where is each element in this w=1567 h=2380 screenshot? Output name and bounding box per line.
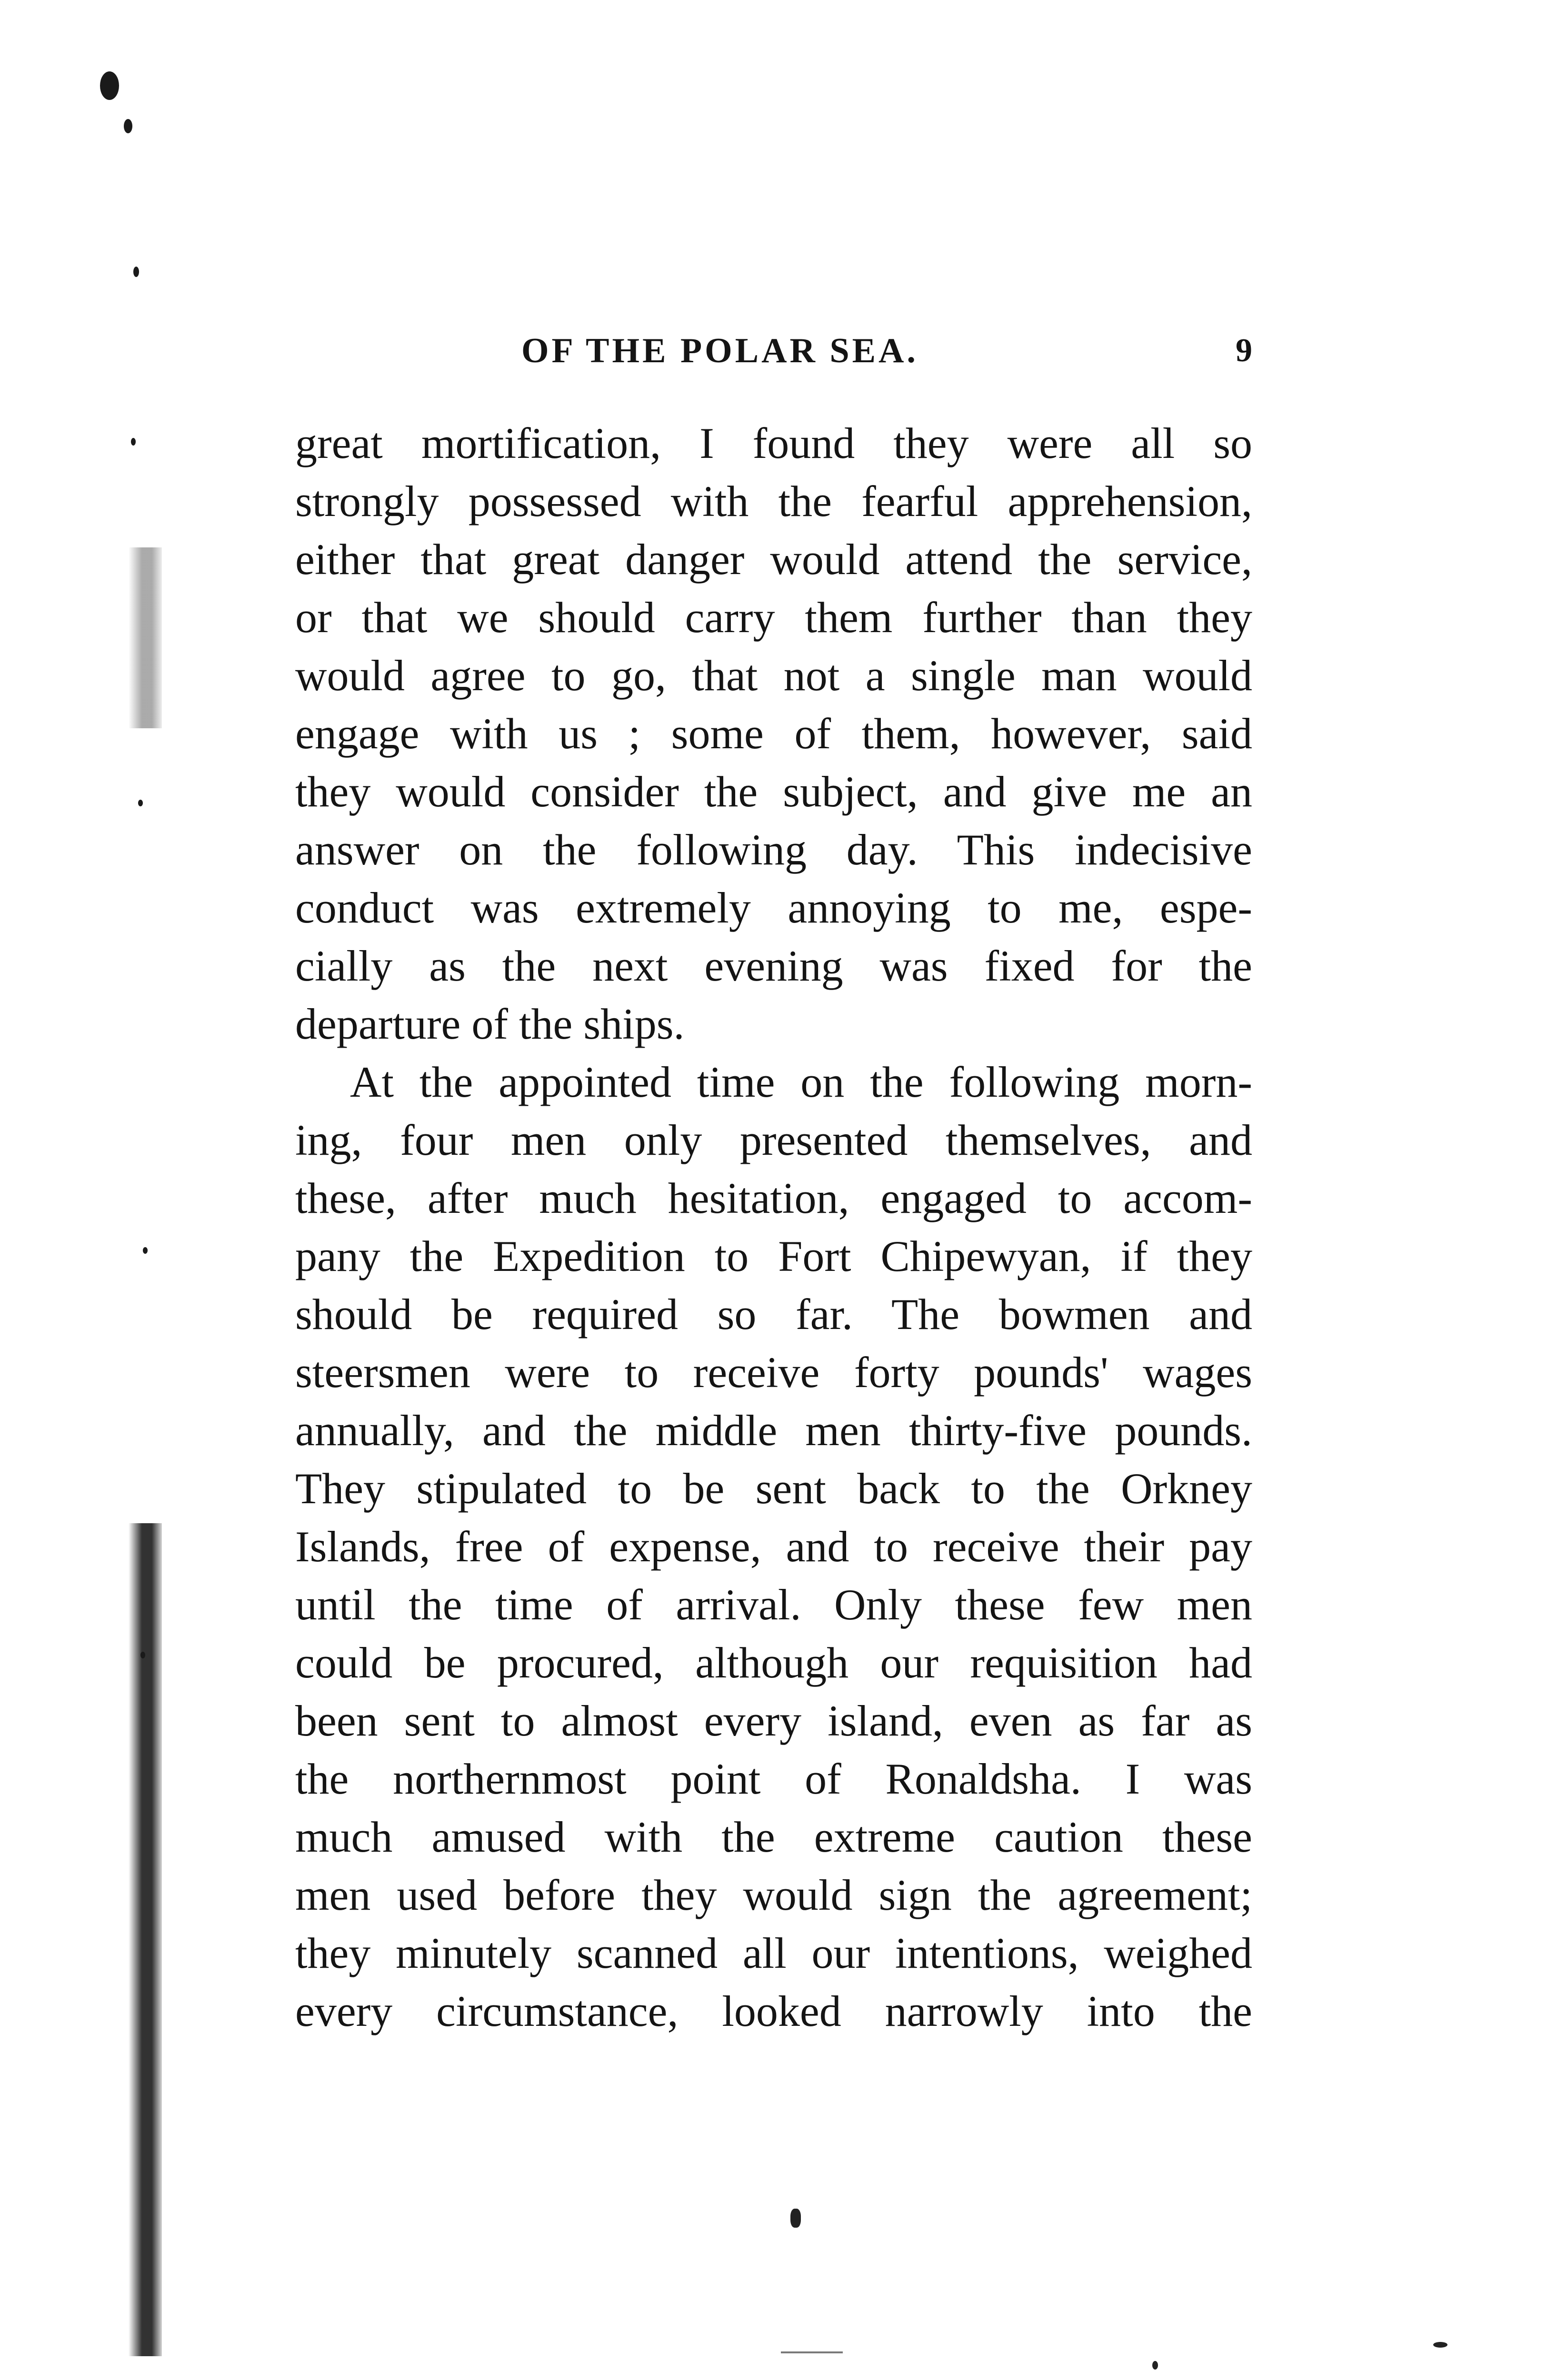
body-text [295, 414, 1252, 2040]
ink-speck [1152, 2361, 1158, 2370]
text-line: great mortification, I found they were all so [295, 419, 1252, 467]
speck [124, 119, 132, 133]
text-line: would agree to go, that not a single man would [295, 651, 1252, 700]
text-line: been sent to almost every island, even as far as [295, 1696, 1252, 1745]
text-line: conduct was extremely annoying to me, espe- [295, 883, 1252, 932]
text-line: cially as the next evening was fixed for the [295, 942, 1252, 990]
running-header [295, 331, 1252, 383]
ink-speck [1433, 2342, 1447, 2348]
text-line: They stipulated to be sent back to the Orkney [295, 1464, 1252, 1513]
text-line: Islands, free of expense, and to receive their pay [295, 1522, 1252, 1571]
text-line: these, after much hesitation, engaged to accom- [295, 1174, 1252, 1222]
speck [100, 71, 119, 100]
text-line: the northernmost point of Ronaldsha. I was [295, 1755, 1252, 1803]
text-line: ing, four men only presented themselves, and [295, 1116, 1252, 1164]
text-line: steersmen were to receive forty pounds' wages [295, 1348, 1252, 1397]
text-line: either that great danger would attend the service, [295, 535, 1252, 584]
speck [133, 267, 139, 277]
text-line: men used before they would sign the agreement; [295, 1871, 1252, 1919]
speck [131, 438, 136, 446]
text-line: At the appointed time on the following morn- [350, 1058, 1252, 1106]
text-line: pany the Expedition to Fort Chipewyan, if they [295, 1232, 1252, 1280]
speck [143, 1247, 148, 1254]
gutter-faint-band [129, 547, 162, 728]
text-line: they would consider the subject, and give me an [295, 767, 1252, 816]
stray-rule-mark [781, 2351, 843, 2353]
text-line: engage with us ; some of them, however, said [295, 709, 1252, 758]
speck [140, 1652, 145, 1658]
text-line: annually, and the middle men thirty-five pounds. [295, 1406, 1252, 1455]
binding-gutter-shadow [71, 0, 171, 2380]
text-line: they minutely scanned all our intentions, weighed [295, 1929, 1252, 1977]
text-line: until the time of arrival. Only these few men [295, 1580, 1252, 1629]
text-line: every circumstance, looked narrowly into the [295, 1987, 1252, 2035]
page-number: 9 [1236, 332, 1252, 369]
ink-blot [790, 2209, 801, 2228]
gutter-dark-band [129, 1523, 162, 2356]
text-line: answer on the following day. This indecisive [295, 825, 1252, 874]
text-line: much amused with the extreme caution these [295, 1813, 1252, 1861]
text-line: strongly possessed with the fearful apprehension, [295, 477, 1252, 526]
text-line: departure of the ships. [295, 1000, 685, 1048]
speck [138, 800, 143, 806]
running-title: OF THE POLAR SEA. [521, 331, 918, 370]
text-line: or that we should carry them further than they [295, 593, 1252, 642]
text-line: could be procured, although our requisition had [295, 1638, 1252, 1687]
text-line: should be required so far. The bowmen and [295, 1290, 1252, 1339]
